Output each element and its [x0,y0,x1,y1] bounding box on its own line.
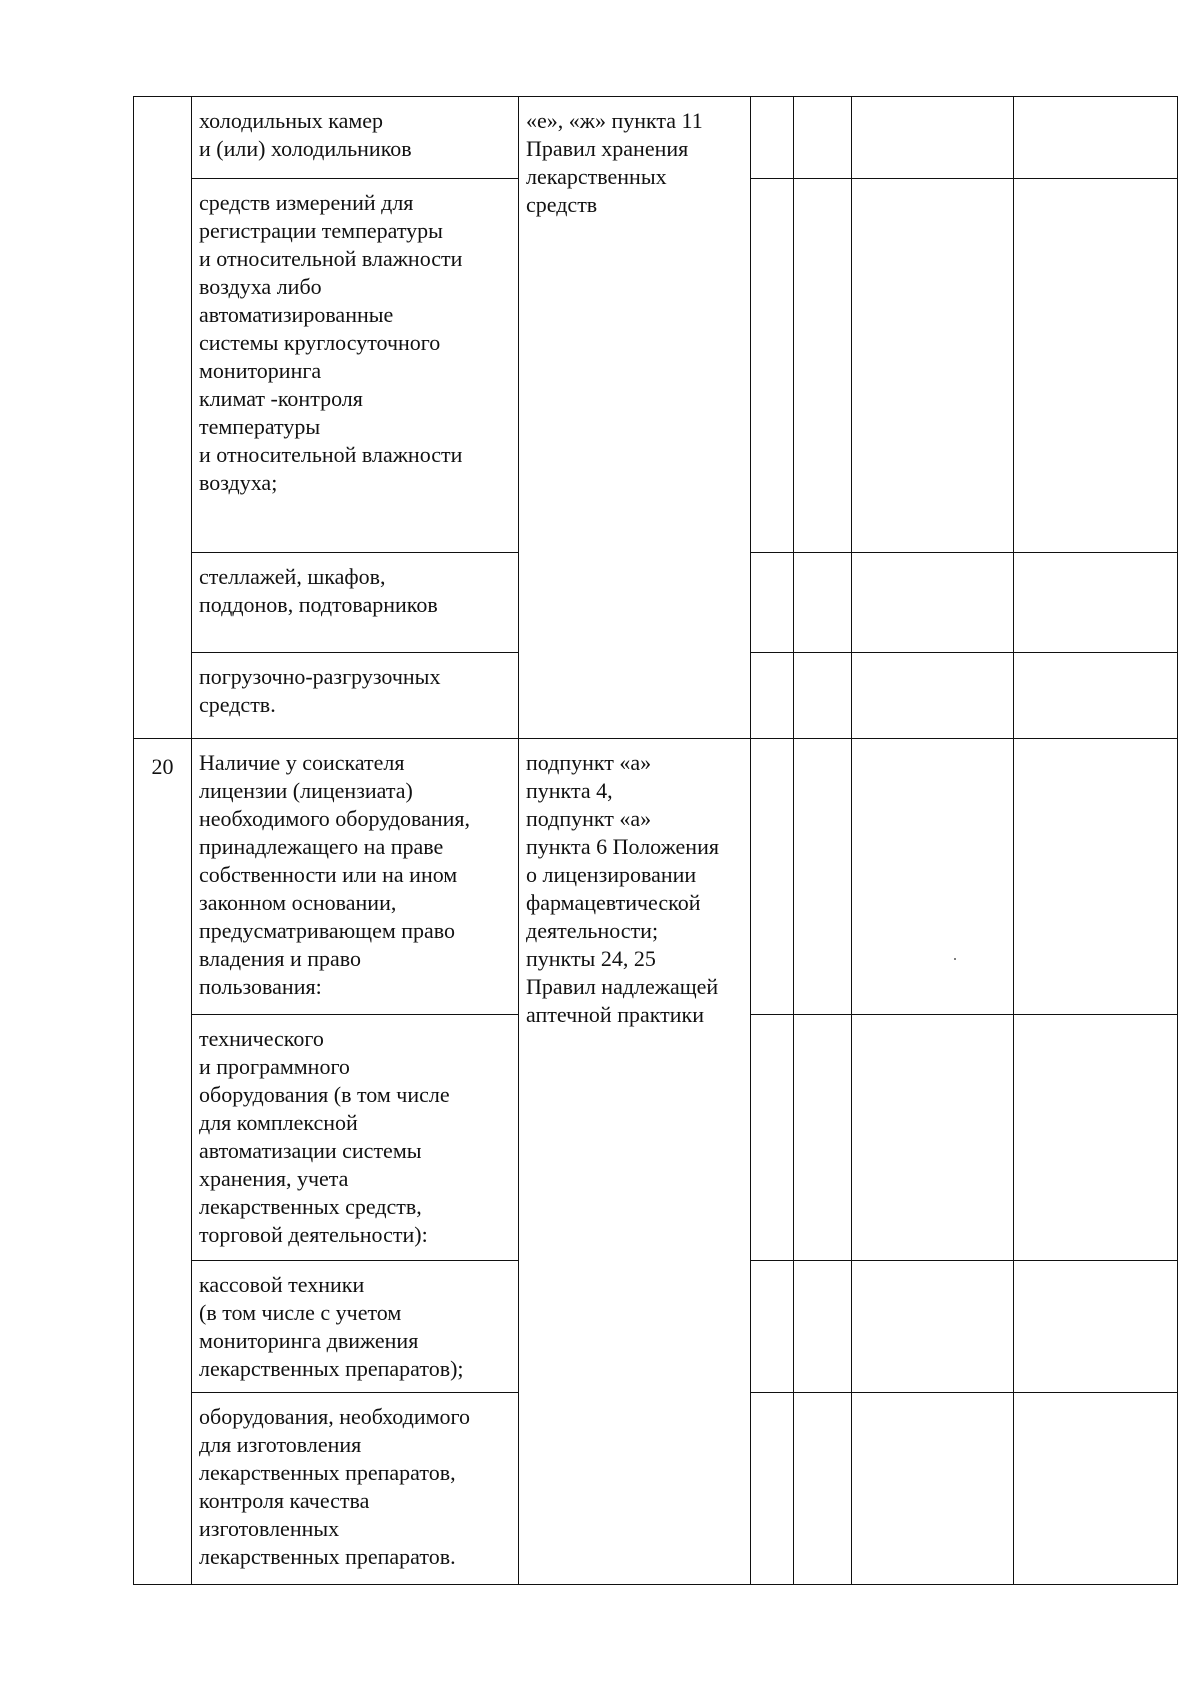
requirement-item: Наличие у соискателя лицензии (лицензиата) необходимого оборудования, принадлежащего на праве собственности или на ином законном основании, предусматривающем право владения и право пользования: [192,739,519,1015]
answer-yes-cell[interactable] [751,1261,794,1393]
notes-cell[interactable] [1014,553,1178,653]
answer-yes-cell[interactable] [751,97,794,179]
requirement-item: средств измерений для регистрации температуры и относительной влажности воздуха либо автоматизированные системы круглосуточного мониторинга климат -контроля температуры и относительной влажности воздуха; [192,179,519,553]
notes-cell[interactable] [1014,1393,1178,1585]
table-row [134,739,1178,1015]
not-applicable-cell[interactable] [852,553,1014,653]
notes-cell[interactable] [1014,97,1178,179]
answer-no-cell[interactable] [794,1015,852,1261]
legal-reference: «е», «ж» пункта 11 Правил хранения лекарственных средств [519,97,751,739]
answer-no-cell[interactable] [794,739,852,1015]
answer-yes-cell[interactable] [751,553,794,653]
requirement-item: оборудования, необходимого для изготовления лекарственных препаратов, контроля качества изготовленных лекарственных препаратов. [192,1393,519,1585]
answer-no-cell[interactable] [794,1393,852,1585]
not-applicable-cell[interactable] [852,1015,1014,1261]
not-applicable-cell[interactable] [852,739,1014,1015]
notes-cell[interactable] [1014,179,1178,553]
notes-cell[interactable] [1014,1261,1178,1393]
requirement-item: холодильных камер и (или) холодильников [192,97,519,179]
answer-yes-cell[interactable] [751,179,794,553]
notes-cell[interactable] [1014,653,1178,739]
notes-cell[interactable] [1014,1015,1178,1261]
answer-yes-cell[interactable] [751,1015,794,1261]
answer-no-cell[interactable] [794,179,852,553]
not-applicable-cell[interactable] [852,1393,1014,1585]
answer-yes-cell[interactable] [751,739,794,1015]
not-applicable-cell[interactable] [852,179,1014,553]
requirement-item: технического и программного оборудования (в том числе для комплексной автоматизации системы хранения, учета лекарственных средств, торговой деятельности): [192,1015,519,1261]
answer-yes-cell[interactable] [751,653,794,739]
row-number [134,97,192,739]
table-row [134,97,1178,179]
requirement-item: погрузочно-разгрузочных средств. [192,653,519,739]
requirement-item: стеллажей, шкафов, поддонов, подтоварников [192,553,519,653]
row-number: 20 [134,739,192,1585]
answer-no-cell[interactable] [794,553,852,653]
answer-yes-cell[interactable] [751,1393,794,1585]
checklist-table [133,96,1178,1585]
answer-no-cell[interactable] [794,653,852,739]
answer-no-cell[interactable] [794,97,852,179]
legal-reference: подпункт «а» пункта 4, подпункт «а» пункта 6 Положения о лицензировании фармацевтической деятельности; пункты 24, 25 Правил надлежащей аптечной практики [519,739,751,1585]
not-applicable-cell[interactable] [852,653,1014,739]
answer-no-cell[interactable] [794,1261,852,1393]
scan-speck [954,958,956,960]
not-applicable-cell[interactable] [852,1261,1014,1393]
not-applicable-cell[interactable] [852,97,1014,179]
requirement-item: кассовой техники (в том числе с учетом мониторинга движения лекарственных препаратов); [192,1261,519,1393]
notes-cell[interactable] [1014,739,1178,1015]
